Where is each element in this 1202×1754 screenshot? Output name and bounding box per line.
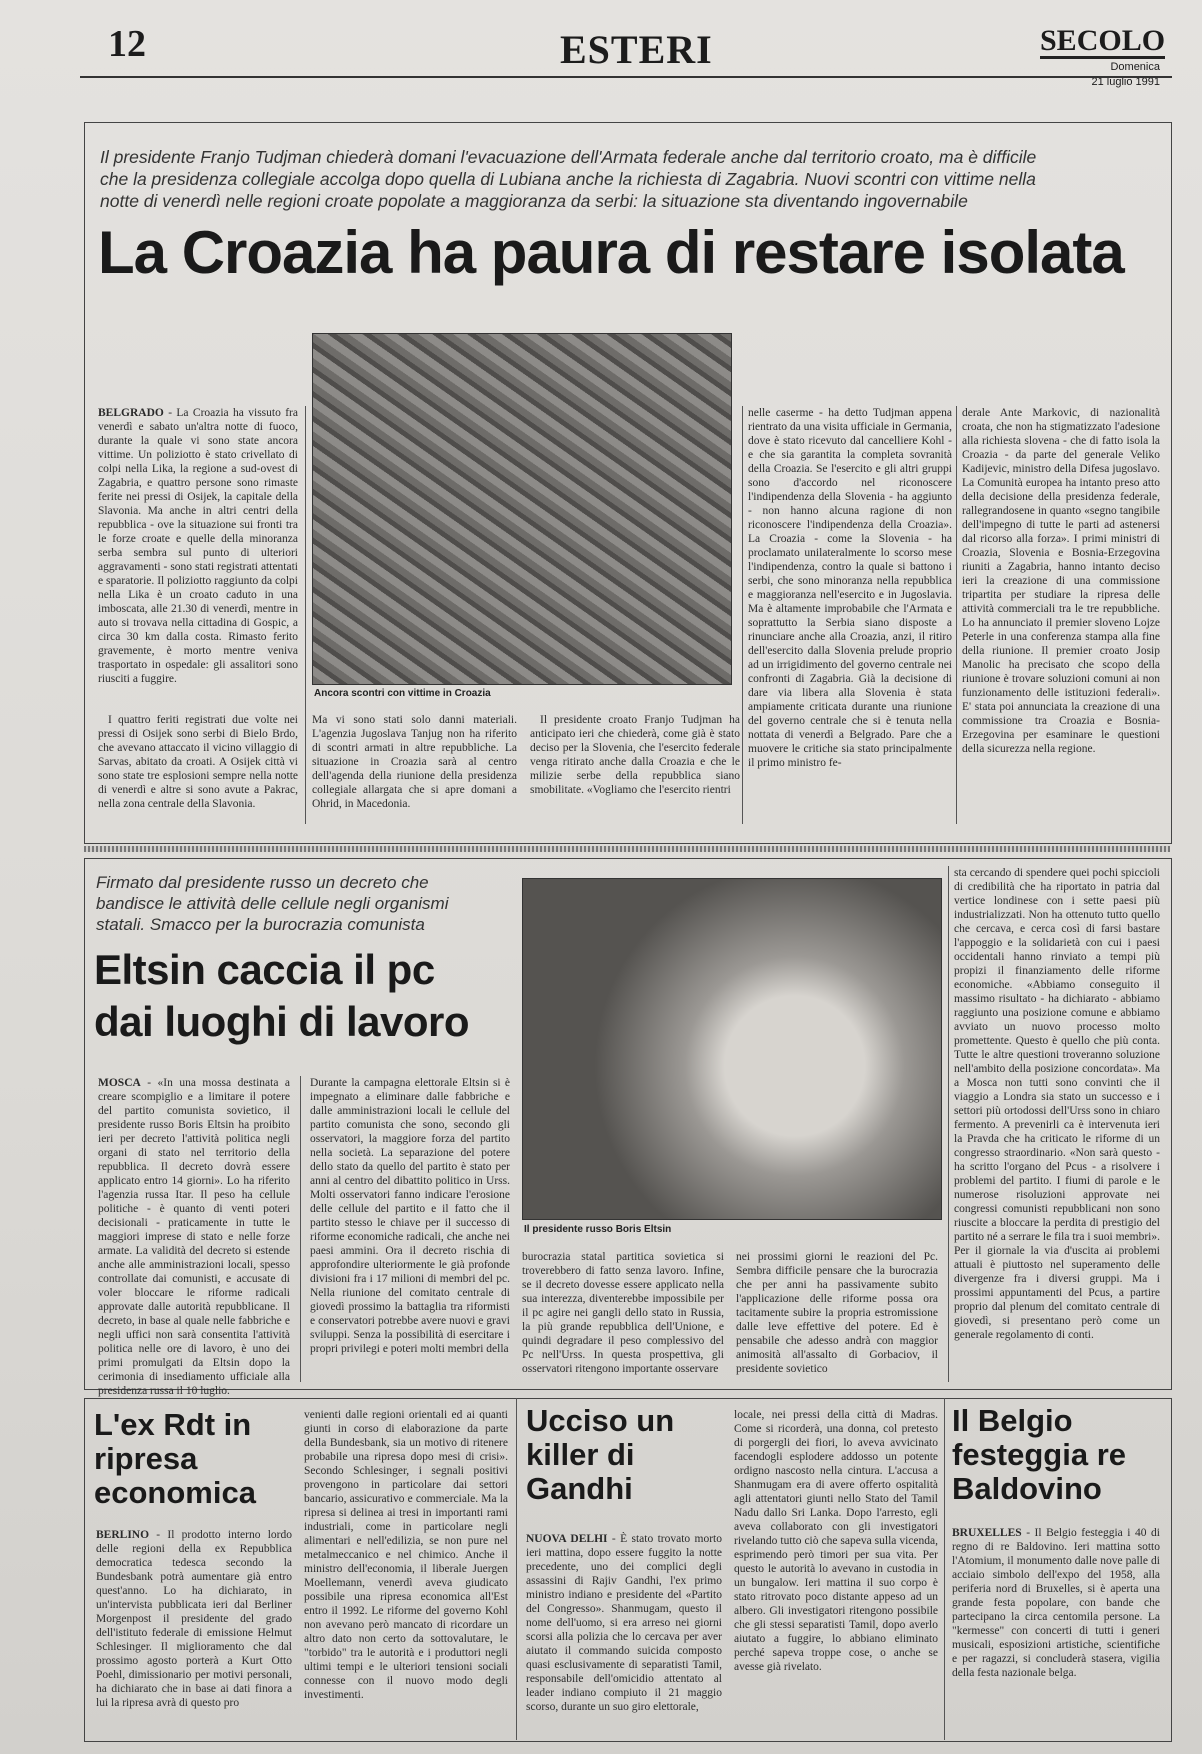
story-eltsin-kicker: Firmato dal presidente russo un decreto che bandisce le attività delle cellule negli organismi statali. Smacco per la burocrazia comunista <box>96 873 449 934</box>
story-croazia-headline: La Croazia ha paura di restare isolata <box>98 219 1124 286</box>
column-rule <box>956 406 957 824</box>
croazia-column-3 <box>530 713 740 823</box>
story-belgio-headline: Il Belgio festeggia re Baldovino <box>952 1403 1127 1506</box>
column-rule <box>305 406 306 824</box>
issue-day: Domenica <box>1110 61 1160 73</box>
croazia-dateline: BELGRADO <box>98 407 164 419</box>
belgio-dateline: BRUXELLES <box>952 1527 1022 1539</box>
croazia-column-2 <box>312 713 517 823</box>
rdt-col1-text: Il prodotto interno lordo delle regioni della ex Repubblica democratica tedesca secondo la Bundesbank potrà aumentare già entro quest'anno. Lo ha dichiarato, in un'intervista pubblicata ieri dal Berliner Morgenpost il presidente del grado dell'istituto federale di emissione Helmut Schlesinger. Il miglioramento che dal prossimo agosto porterà a Kurt Otto Poehl, dimissionario per motivi personali, ha dichiarato che in base ai dati finora a lui la ripresa avrà di questo pro <box>96 1529 292 1709</box>
eltsin-col4-text: nei prossimi giorni le reazioni del Pc. Sembra difficile pensare che la burocrazia che per anni ha passivamente subito l'applicazione delle riforme possa ora tacitamente subire la propria estromissione dalle leve effettive del potere. Ed è pensabile che adesso andrà con maggior animosità all'assalto di Gorbaciov, il presidente sovietico <box>736 1251 938 1375</box>
gandhi-column-1: NUOVA DELHI - È stato trovato morto ieri mattina, dopo essere fuggito la notte precedente, uno dei complici degli assassini di Rajiv Gandhi, l'ex primo ministro indiano e presidente del «Partito del Congresso». Shanmugam, questo il nome dell'uomo, si era arreso nei giorni scorsi alla polizia che lo cercava per aver aiutato il commando suicida composto quasi esclusivamente di separatisti Tamil, responsabile dell'omicidio attentato al leader indiano compiuto il 21 maggio scorso, durante un suo giro elettorale, <box>526 1533 722 1713</box>
croazia-col3-text: Il presidente croato Franjo Tudjman ha anticipato ieri che chiederà, come già è stato deciso per la Slovenia, che l'esercito federale venga ritirato anche dalla Croazia e che le milizie serbe della repubblica siano smobilitate. «Vogliamo che l'esercito rientri <box>530 714 740 796</box>
eltsin-column-2 <box>310 1076 510 1382</box>
croazia-col5-text: derale Ante Markovic, di nazionalità croata, che non ha stigmatizzato l'adesione alla richiesta slovena - che di fatto isola la Croazia - da parte del generale Veliko Kadijevic, ministro della Difesa jugoslavo. La Comunità europea ha intanto preso atto della decisione della presidenza federale, rallegrandosene in quanto «segno tangibile dell'impegno di tutte le parti ad astenersi dal ricorso alla forza». I primi ministri di Croazia, Slovenia e Bosnia-Erzegovina riuniti a Zagabria, hanno intanto deciso ieri la creazione di una commissione tripartita per studiare la ripresa delle attività commerciali tra le tre repubbliche. Lo ha annunciato il premier sloveno Lojze Peterle in una conferenza stampa alla fine della riunione. Il premier croato Josip Manolic ha precisato che scopo della riunione è trovare soluzioni comuni ai non funzionamento delle istituzioni federali». E' stata poi annunciata la creazione di una commissione tra Croazia e Bosnia-Erzegovina per esaminare le questioni della sicurezza nella regione. <box>962 407 1160 755</box>
eltsin-dateline: MOSCA <box>98 1077 141 1089</box>
croazia-col1-text: La Croazia ha vissuto fra venerdì e sabato un'altra notte di fuoco, durante la quale vi sono state ancora vittime. Un poliziotto è stato crivellato di colpi nella Lika, la regione a sud-ovest di Zagabria, e quattro persone sono rimaste ferite nei pressi di Osijek, la capitale della Slavonia. Ma anche in altri centri della repubblica - ove la situazione sui fronti tra le forze croate e quelle della minoranza serba sembra sul punto di ulteriori aggravamenti - sono stati registrati attentati e sparatorie. Il poliziotto raggiunto da colpi nella Lika è un croato caduto in una imboscata, alle 21.30 di venerdì, mentre in auto si trovava nella cittadina di Gospic, a circa 30 km dalla costa. Rimasto ferito gravemente, è morto mentre veniva trasportato in ospedale: gli assalitori sono riusciti a fuggire. <box>98 407 298 685</box>
section-divider <box>84 846 1170 852</box>
eltsin-column-1: MOSCA - «In una mossa destinata a creare scompiglio e a limitare il potere del partito comunista sovietico, il presidente russo Boris Eltsin ha proibito ieri per decreto l'attività politica negli organi di stato nel territorio della repubblica. Il decreto dovrà essere applicato entro 14 giorni». Lo ha riferito l'agenzia russa Itar. Il peso ha cellule politiche - è quanto di venti poteri decisionali - praticamente in tutte le maggiori imprese di stato e nelle forze armate. La validità del decreto si estende anche alle amministrazioni locali, spesso controllate dai comunisti, e accusate di voler bloccare le riforme radicali approvate dalle autorità repubblicane. Il decreto, in base al quale nelle fabbriche e negli uffici non sarà consentita l'attività politica nelle ore di lavoro, è uno dei primi promulgati da Eltsin dopo la cerimonia di insediamento ufficiale alla presidenza russa il 10 luglio. <box>98 1077 290 1397</box>
eltsin-photo-caption: Il presidente russo Boris Eltsin <box>524 1224 672 1235</box>
page-number: 12 <box>108 23 146 65</box>
story-rdt-headline: L'ex Rdt in ripresa economica <box>94 1407 256 1510</box>
column-rule <box>516 1398 517 1740</box>
gandhi-dateline: NUOVA DELHI <box>526 1533 608 1545</box>
rdt-col2-text: venienti dalle regioni orientali ed ai quanti giunti in corso di elaborazione da parte della Bundesbank, sia un motivo di ritenere probabile una ripresa dopo mesi di crisi». Secondo Schlesinger, i segnali positivi provengono in particolare dai settori bancario, assicurativo e commerciale. Ma la ripresa si delinea ai tresi in importanti rami industriali, come in particolare negli alimentari e nell'edilizia, se non pure nel metalmeccanico e nel chimico. Anche il ministro dell'economia, il liberale Juergen Moellemann, venerdì aveva giudicato possibile una ripresa economica all'Est entro il 1992. Le riforme del governo Kohl non avevano però mancato di ricordare un altro dato non certo da sottovalutare, le "torbido" tra le autorità e i produttori negli ultimi tempi e le ulteriori tensioni sociali connesse con il nuovo modo degli investimenti. <box>304 1409 508 1701</box>
eltsin-photo <box>522 878 942 1220</box>
rdt-dateline: BERLINO <box>96 1529 150 1541</box>
rdt-column-2 <box>304 1408 508 1736</box>
croazia-column-1b <box>98 713 298 823</box>
gandhi-col2-text: locale, nei pressi della città di Madras. Come si ricorderà, una donna, col pretesto di porgergli dei fiori, lo aveva avvicinato facendogli esplodere addosso un potente ordigno nascosto nella cintura. L'accusa a Shanmugam era di avere offerto ospitalità agli attentatori giunti nello Stato del Tamil Nadu dallo Sri Lanka. Dopo l'arresto, egli aveva collaborato con gli investigatori rivelando tutto ciò che sapeva sulla vicenda, esprimendo però timori per sua vita. Per questo le autorità lo avevano in custodia in un bungalow. Ieri mattina il suo corpo è stato ritrovato poco distante appeso ad un albero. Gli investigatori ritengono possibile che gli stessi separatisti Tamil, dopo averlo aiutato a fuggire, lo abbiano eliminato perché sapeva troppe cose, o anche se avesse già rivelato. <box>734 1409 938 1673</box>
story-eltsin-headline-line1: Eltsin caccia il pc <box>94 946 435 993</box>
column-rule <box>948 866 949 1382</box>
belgio-col1-text: Il Belgio festeggia i 40 di regno di re Baldovino. Ieri mattina sotto l'Atomium, il monumento dalle nove palle di acciaio simbolo dell'expo del 1958, alla periferia nord di Bruxelles, si è aperta una grande festa popolare, con bande che partecipano la circa centomila persone. La "kermesse" con concerti di tutti i generi musicali, esposizioni artistiche, scientifiche e per ragazzi, si concluderà stasera, vigilia della festa nazionale belga. <box>952 1527 1160 1679</box>
croazia-photo-caption: Ancora scontri con vittime in Croazia <box>314 688 491 699</box>
eltsin-col5-text: sta cercando di spendere quei pochi spiccioli di credibilità che ha riportato in patria dal vertice londinese con i sette paesi più industrializzati. Non ha ottenuto tutto quello che cercava, e cerca così di farsi bastare l'appoggio e la solidarietà con cui i paesi occidentali hanno rinviato a tempi più propizi il finanziamento delle riforme economiche. «Abbiamo conseguito il massimo risultato - ha dichiarato - abbiamo raggiunto una posizione comune e abbiamo avviato un nuovo processo molto promettente. Questo è quello che più conta. Tutte le altre questioni troveranno soluzione nell'ambito della posizione concordata». Ma a Mosca non tutti sono convinti che il viaggio a Londra sia stato un successo e i settori più ortodossi dell'Urss sono in chiaro fermento. A prevenirli ca è intervenuta ieri la Pravda che ha criticato le riforme di un congresso straordinario. «Non sarà questo - ha scritto l'organo del Pcus - a risolvere i problemi del partito. I fiumi di parole e le numerose risoluzioni approvate nei congressi comunisti repubblicani non sono riuscite a bloccare la perdita di prestigio del partito né a serrare le fila tra i suoi membri». Per il giornale la via d'uscita ai problemi attuali è piuttosto nel superamento delle divergenze fra i diversi gruppi. Ma i prossimi appuntamenti del Pcus, a partire proprio dal plenum del comitato centrale di giovedì, si presentano però come un generale regolamento di conti. <box>954 867 1160 1341</box>
croazia-col4-text: nelle caserme - ha detto Tudjman appena rientrato da una visita ufficiale in Germania, dove è stato ricevuto dal cancelliere Kohl - e che sia garantita la completa sovranità della Croazia. Se l'esercito e gli altri gruppi sono d'accordo nel riconoscere l'indipendenza della Slovenia - ha aggiunto - non hanno alcuna ragione di non riconoscere l'indipendenza della Croazia». La Croazia - come la Slovenia - ha proclamato unilateralmente lo scorso mese l'indipendenza, contro la quale si battono i serbi, che sono minoranza nella repubblica e maggioranza nell'esercito e in Jugoslavia. Ma è altamente improbabile che l'Armata e soprattutto la Serbia siano disposte a rinunciare anche alla Croazia, anzi, il ritiro dell'esercito dalla Slovenia prelude proprio ad un irrigidimento del governo centrale nei confronti di Zagabria. Già la decisione di dare via libera alla Slovenia è stata ampiamente criticata durante una riunione del governo centrale che si è tenuta nella nottata di venerdì a Belgrado. Pare che a muovere le critiche sia stato principalmente il primo ministro fe- <box>748 407 952 769</box>
croazia-col1b-text: I quattro feriti registrati due volte nei pressi di Osijek sono serbi di Bielo Brdo, che avevano attaccato il vicino villaggio di Sarvas, abitato da croati. A Osijek città vi sono state tre esplosioni sempre nella notte di venerdì e altre si sono avute a Pakrac, nella zona centrale della Slavonia. <box>98 714 298 810</box>
masthead <box>1040 24 1166 89</box>
croazia-column-4 <box>748 406 952 824</box>
story-eltsin-headline-line2: dai luoghi di lavoro <box>94 998 470 1045</box>
belgio-column-1: BRUXELLES - Il Belgio festeggia i 40 di regno di re Baldovino. Ieri mattina sotto l'Atomium, il monumento dalle nove palle di acciaio simbolo dell'expo del 1958, alla periferia nord di Bruxelles, si è aperta una grande festa popolare, con bande che partecipano la circa centomila persone. La "kermesse" con concerti di tutti i generi musicali, esposizioni artistiche, scientifiche e per ragazzi, si concluderà stasera, vigilia della festa nazionale belga. <box>952 1527 1160 1679</box>
gandhi-col1-text: È stato trovato morto ieri mattina, dopo essere fuggito la notte precedente, uno dei complici degli assassini di Rajiv Gandhi, l'ex primo ministro indiano e presidente del «Partito del Congresso». Shanmugam, questo il nome dell'uomo, si era arreso nei giorni scorsi alla polizia che lo cercava per aver aiutato il commando suicida composto quasi esclusivamente di separatisti Tamil, responsabile dell'omicidio attentato al leader indiano compiuto il 21 maggio scorso, durante un suo giro elettorale, <box>526 1533 722 1713</box>
eltsin-column-4 <box>736 1250 938 1382</box>
column-rule <box>742 406 743 824</box>
column-rule <box>944 1398 945 1740</box>
croazia-photo <box>312 333 732 685</box>
column-rule <box>300 1076 301 1382</box>
story-gandhi-headline: Ucciso un killer di Gandhi <box>526 1403 675 1506</box>
eltsin-column-3 <box>522 1250 724 1382</box>
croazia-col2-text: Ma vi sono stati solo danni materiali. L'agenzia Jugoslava Tanjug non ha riferito di scontri armati in altre repubbliche. La situazione in Croazia sarà al centro dell'agenda della riunione della presidenza collegiale allargata che si apre domani a Ohrid, in Macedonia. <box>312 714 517 810</box>
eltsin-col3-text: burocrazia statal partitica sovietica si troverebbero di fatto senza lavoro. Infine, se il decreto dovesse essere applicato nella sua interezza, diventerebbe impossibile per il pc agire nei gangli dello stato in Russia, la più grande repubblica dell'Unione, e quindi degradare il peso complessivo del Pc nell'Urss. In questa prospettiva, gli osservatori ritengono importante osservare <box>522 1251 724 1375</box>
story-croazia-kicker: Il presidente Franjo Tudjman chiederà domani l'evacuazione dell'Armata federale anche dal territorio croato, ma è difficile che la presidenza collegiale accolga dopo quella di Lubiana anche la richiesta di Zagabria. Nuovi scontri con vittime nella notte di venerdì nelle regioni croate popolate a maggioranza da serbi: la situazione sta diventando ingovernabile <box>100 147 1037 211</box>
eltsin-col2-text: Durante la campagna elettorale Eltsin si è impegnato a eliminare dalle fabbriche e dalle amministrazioni locali le cellule del partito comunista che sono, secondo gli osservatori, la maggiore forza del partito nella società. La separazione del potere dello stato da quello del partito è stato per anni al centro del dibattito politico in Urss. Molti osservatori fanno indicare l'erosione delle cellule del partito e il fatto che il partito stesso le chiave per il successo di riforme economiche radicali, che anche nei paesi ammini. Ora il decreto rischia di approfondire ulteriormente le già profonde divisioni fra i 17 milioni di membri del pc. Nella riunione del comitato centrale di giovedì prossimo la battaglia tra riformisti e conservatori potrebbe avere nuovi e gravi sviluppi. Senza la possibilità di esercitare i propri privilegi e poteri molti membri della <box>310 1077 510 1355</box>
newspaper-logo: SECOLO <box>1040 24 1166 57</box>
header-rule <box>80 76 1172 78</box>
section-title: ESTERI <box>560 27 713 72</box>
croazia-column-5 <box>962 406 1160 824</box>
rdt-column-1: BERLINO - Il prodotto interno lordo delle regioni della ex Repubblica democratica tedesca secondo la Bundesbank potrà aumentare già entro quest'anno. Lo ha dichiarato, in un'intervista pubblicata ieri dal Berliner Morgenpost il presidente del grado dell'istituto federale di emissione Helmut Schlesinger. Il miglioramento che dal prossimo agosto porterà a Kurt Otto Poehl, dimissionario per motivi personali, ha dichiarato che in base ai dati finora a lui la ripresa avrà di questo pro <box>96 1529 292 1709</box>
issue-date: 21 luglio 1991 <box>1091 76 1160 88</box>
story-eltsin-headline <box>94 944 514 1048</box>
croazia-column-1: BELGRADO - La Croazia ha vissuto fra venerdì e sabato un'altra notte di fuoco, durante la quale vi sono state ancora vittime. Un poliziotto è stato crivellato di colpi nella Lika, la regione a sud-ovest di Zagabria, e quattro persone sono rimaste ferite nei pressi di Osijek, la capitale della Slavonia. Ma anche in altri centri della repubblica - ove la situazione sui fronti tra le forze croate e quelle della minoranza serba sembra sul punto di ulteriori aggravamenti - sono stati registrati attentati e sparatorie. Il poliziotto raggiunto da colpi nella Lika è un croato caduto in una imboscata, alle 21.30 di venerdì, mentre in auto si trovava nella cittadina di Gospic, a circa 30 km dalla costa. Rimasto ferito gravemente, è morto mentre veniva trasportato in ospedale: gli assalitori sono riusciti a fuggire. <box>98 407 298 685</box>
eltsin-column-5 <box>954 866 1160 1382</box>
gandhi-column-2 <box>734 1408 938 1736</box>
eltsin-col1-text: «In una mossa destinata a creare scompiglio e a limitare il potere del partito comunista sovietico, il presidente russo Boris Eltsin ha proibito ieri per decreto l'attività politica negli organi di stato nel territorio della repubblica. Il decreto dovrà essere applicato entro 14 giorni». Lo ha riferito l'agenzia russa Itar. Il peso ha cellule politiche - è quanto di venti poteri decisionali - praticamente in tutte le maggiori imprese di stato e nelle forze armate. La validità del decreto si estende anche alle amministrazioni locali, spesso controllate dai comunisti, e accusate di voler bloccare le riforme radicali approvate dalle autorità repubblicane. Il decreto, in base al quale nelle fabbriche e negli uffici non sarà consentita l'attività politica nelle ore di lavoro, è uno dei primi promulgati da Eltsin dopo la cerimonia di insediamento ufficiale alla presidenza russa il 10 luglio. <box>98 1077 290 1397</box>
